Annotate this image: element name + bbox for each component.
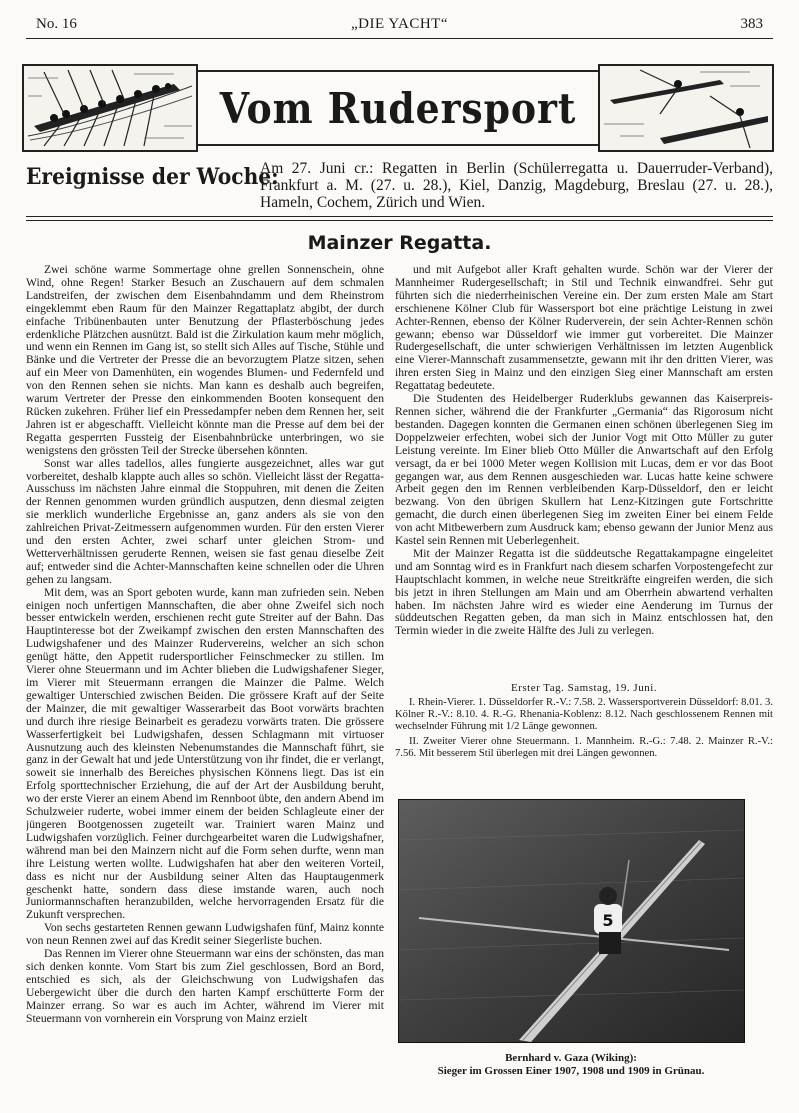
header-rule xyxy=(26,38,773,39)
events-rule xyxy=(26,216,773,217)
page-number: 383 xyxy=(740,16,763,32)
events-rule xyxy=(26,220,773,221)
paragraph: Das Rennen im Vierer ohne Steuermann war eins der schönsten, das man sich denken konnte. Vom Start bis zum Ziel geschlossen, Bord an Bord, entschied es sich, als der Gleichschwung von Ludwigshafen das Uebergewicht über die durch den harten Kampf erschütterte Form der Mainzer errang. So war es auch im Achter, während im Vierer mit Steuermann von vornherein ein Vorsprung von Mainz erzielt xyxy=(26,947,384,1025)
caption-name: Bernhard v. Gaza (Wiking): xyxy=(505,1052,637,1064)
banner-title-frame xyxy=(196,70,600,146)
photo-caption xyxy=(396,1052,746,1078)
paragraph: Mit dem, was an Sport geboten wurde, kann man zufrieden sein. Neben einigen noch unfertigen Mannschaften, die aber ohne Zweifel sich noch besser entwickeln werden, erschienen recht gute Streiter auf der Bahn. Das Hauptinteresse bot der Zweikampf zwischen den ersten Mannschaften des Ludwigshafener und des Mainzer Rudervereins, welcher an sich schon genügt hätte, den Appetit rudersportlicher Feinschmecker zu stillen. Im Vierer ohne Steuermann und im Achter blieben die Ludwigshafener Sieger, im Vierer mit Steuermann errangen die Mainzer die Palme. Welch gewaltiger Unterschied zwischen Beiden. Die grössere Kraft auf der Seite der Mainzer, die mit gewaltiger Wasserarbeit das Boot vorwärts brachten und durch ihre riesige Beinarbeit es geradezu vorwärts traten. Die grössere Wasserfertigkeit bei Ludwigshafen, dessen Schlagmann mit virtuoser Ausnutzung auch des kleinsten Nebenumstandes die Mannschaft führt, sie ganz in der Gewalt hat und jede Unterstützung von ihr findet, die er verlangt, soweit sie innerhalb des Bereiches physischen Könnens liegt. Das ist ein Erfolg sporttechnischer Erziehung, die auf der Art der Ausbildung beruht, wo der erste Vierer an einem Abend im Rennboot übte, den andern Abend im Schulzweier ruderte, wobei immer einem der beiden Schlagleute einer der jüngeren Bootgenossen zugeteilt war. Trainiert waren Mainz und Ludwigshafen vorzüglich. Feiner durchgearbeitet waren die Ludwigshafner, während man bei den Mainzern nicht auf die Form sehen durfte, wenn man ihre Leistung werten wollte. Ludwigshafen hat aber den weiteren Vorteil, dass es nicht nur der Ausbildung seiner Alten das Hauptaugenmerk geschenkt hatte, sondern dass diese imstande waren, auch noch Juniormannschaften heranzubilden, welche hervorragenden Ersatz für die Zukunft versprechen. xyxy=(26,585,384,922)
sculler-photo xyxy=(398,799,745,1043)
sculling-illustration xyxy=(598,64,774,152)
bib-number: 5 xyxy=(602,911,614,930)
paragraph: Die Studenten des Heidelberger Ruderklubs gewannen das Kaiserpreis-Rennen sicher, während die der Frankfurter „Germania“ das Rigorosum nicht bestanden. Dagegen konnten die Germanen einen schönen überlegenen Sieg im Doppelzweier erfechten, wobei sich der Junior Vogt mit Otto Müller zu guter Leistung vereinte. Im Einer blieb Otto Müller die Anwartschaft auf den Erfolg versagt, da er bei 1000 Meter wegen Kollision mit Lucas, dem er vor das Boot gegangen war, aus dem Rennen ausgeschieden war. Lucas hatte keine schwere Arbeit gegen den im Rennen verbleibenden Karp-Düsseldorf, den er leicht bezwang. Von den übrigen Skullern hat Lenz-Kitzingen gute Fortschritte gemacht, die durch einen überlegenen Sieg im zweiten Einer bei einem Felde von acht Mitbewerbern zum Ausdruck kam; ebenso gewann der Junior Menz aus Kastel sein Rennen mit Ueberlegenheit. xyxy=(395,392,773,548)
paragraph: Sonst war alles tadellos, alles fungierte ausgezeichnet, alles war gut vorbereitet, deshalb klappte auch alles so schön. Vielleicht lässt der Regatta-Ausschuss im nächsten Jahre einmal die Stoppuhren, mit denen die Zeiten der Rennen genommen wurden gründlich ausputzen, denn diesmal zeigten sie merklich wunderliche Ergebnisse an, ganz anders als sie von den zahlreichen Privat-Zeitmessern aufgenommen wurden. Für den ersten Vierer und den ersten Achter, zwei scharf unter gleichen Strom- und Wetterverhältnissen geruderte Rennen, weisen sie fast genau dieselbe Zeit auf; entweder sind die Achter-Mannschaften keine schnellen oder die Uhren gehen zu langsam. xyxy=(26,456,384,586)
events-text: Am 27. Juni cr.: Regatten in Berlin (Schülerregatta u. Dauerruder-Verband), Frankfurt a. M. (27. u. 28.), Kiel, Danzig, Magdeburg, Breslau (27. u. 28.), Hameln, Cochem, Zürich und Wien. xyxy=(260,160,773,211)
article-column-left xyxy=(26,264,384,1096)
page-header xyxy=(36,16,763,38)
caption-text: Sieger im Grossen Einer 1907, 1908 und 1909 in Grünau. xyxy=(437,1065,705,1077)
results-heading: Erster Tag. Samstag, 19. Juni. xyxy=(510,682,657,694)
paragraph: und mit Aufgebot aller Kraft gehalten wurde. Schön war der Vierer der Mannheimer Rudergesellschaft; in Stil und Technik einwandfrei. Sehr gut führten sich die niederrheinischen Vereine ein. Der zum ersten Male am Start erschienene Kölner Club für Wassersport bot eine prächtige Leistung in zwei Achter-Rennen, ebenso der Kölner Ruderverein, der sein Achter-Rennen schön gewann; ebenso war Düsseldorf wie immer gut vorbereitet. Die Mainzer Rudergesellschaft, die unter schwierigen Verhältnissen im letzten Augenblick eine Vierer-Mannschaft zusammensetzte, gewann mit ihr den dritten Vierer, was ihren ersten Sieg in Mainz und den einzigen Sieg einer Mannschaft am ersten Regattatag bedeutete. xyxy=(395,264,773,393)
events-of-the-week xyxy=(26,160,773,214)
issue-number: No. 16 xyxy=(36,16,77,32)
paragraph: Zwei schöne warme Sommertage ohne grellen Sonnenschein, ohne Wind, ohne Regen! Starker Besuch an Zuschauern auf dem schmalen Landstreifen, der zwischen dem Eisenbahndamm und dem Rheinstrom eingeklemmt eben Raum für den Mainzer Regattaplatz abgibt, der durch einfache Tribünenbauten unter Benutzung der Pflasterböschung jedes erdenkliche Plätzchen ausnützt. Bald ist die Zirkulation kaum mehr möglich, und wenn ein Rennen im Gang ist, so stellt sich Alles auf Tische, Stühle und Bänke und die Vertreter der Presse die an bevorzugtem Platze sitzen, sehen auf ein Meer von Damenhüten, ein wogendes Blumen- und Federnfeld und von den Rennen sehen sie nichts. Man kann es deshalb auch begreifen, warum Vertreter der Presse den einkommenden Booten konsequent den Rücken zukehren. Früher lief ein Pressedampfer neben dem Rennen her, seit Jahren ist er abgeschafft. Vielleicht könnte man die Presse auf dem bei der Regatta gesperrten Fussteig der Eisenbahnbrücke unterbringen, wo sie wenigstens den grössten Teil der Strecke übersehen könnten. xyxy=(26,264,384,457)
magazine-title: „DIE YACHT“ xyxy=(350,16,448,32)
banner-title: Vom Rudersport xyxy=(219,83,577,133)
paragraph: Von sechs gestarteten Rennen gewann Ludwigshafen fünf, Mainz konnte von neun Rennen zwei auf das Kredit seiner Siegerliste buchen. xyxy=(26,921,384,948)
result-item: II. Zweiter Vierer ohne Steuermann. 1. Mannheim. R.-G.: 7.48. 2. Mainzer R.-V.: 7.56. Mit besserem Stil überlegen mit drei Längen gewonnen. xyxy=(395,736,773,759)
article-title: Mainzer Regatta. xyxy=(307,232,492,254)
article-column-right xyxy=(395,264,773,684)
rowing-eight-illustration xyxy=(22,64,198,152)
paragraph: Mit der Mainzer Regatta ist die süddeutsche Regattakampagne eingeleitet und am Sonntag wird es in Frankfurt nach diesem scharfen Vorpostengefecht zur Hauptschlacht kommen, in welche neue Streitkräfte eingreifen werden, die sich bis jetzt in ihren Stellungen am Main und am Oberrhein abwartend verhalten haben. Im nächsten Jahre wird es wieder eine Aenderung im Turnus der süddeutschen Regatten geben, da man sich in Mainz entschlossen hat, den Termin wieder in die zweite Hälfte des Juli zu verlegen. xyxy=(395,546,773,638)
events-label: Ereignisse der Woche: xyxy=(26,164,279,190)
section-banner xyxy=(22,64,774,150)
race-results xyxy=(395,682,773,763)
result-item: I. Rhein-Vierer. 1. Düsseldorfer R.-V.: 7.58. 2. Wassersportverein Düsseldorf: 8.01. 3. Kölner R.-V.: 8.10. 4. R.-G. Rhenania-Koblenz: 8.12. Nach geschlossenem Rennen mit wechselnder Führung mit 1/2 Länge gewonnen. xyxy=(395,697,773,732)
